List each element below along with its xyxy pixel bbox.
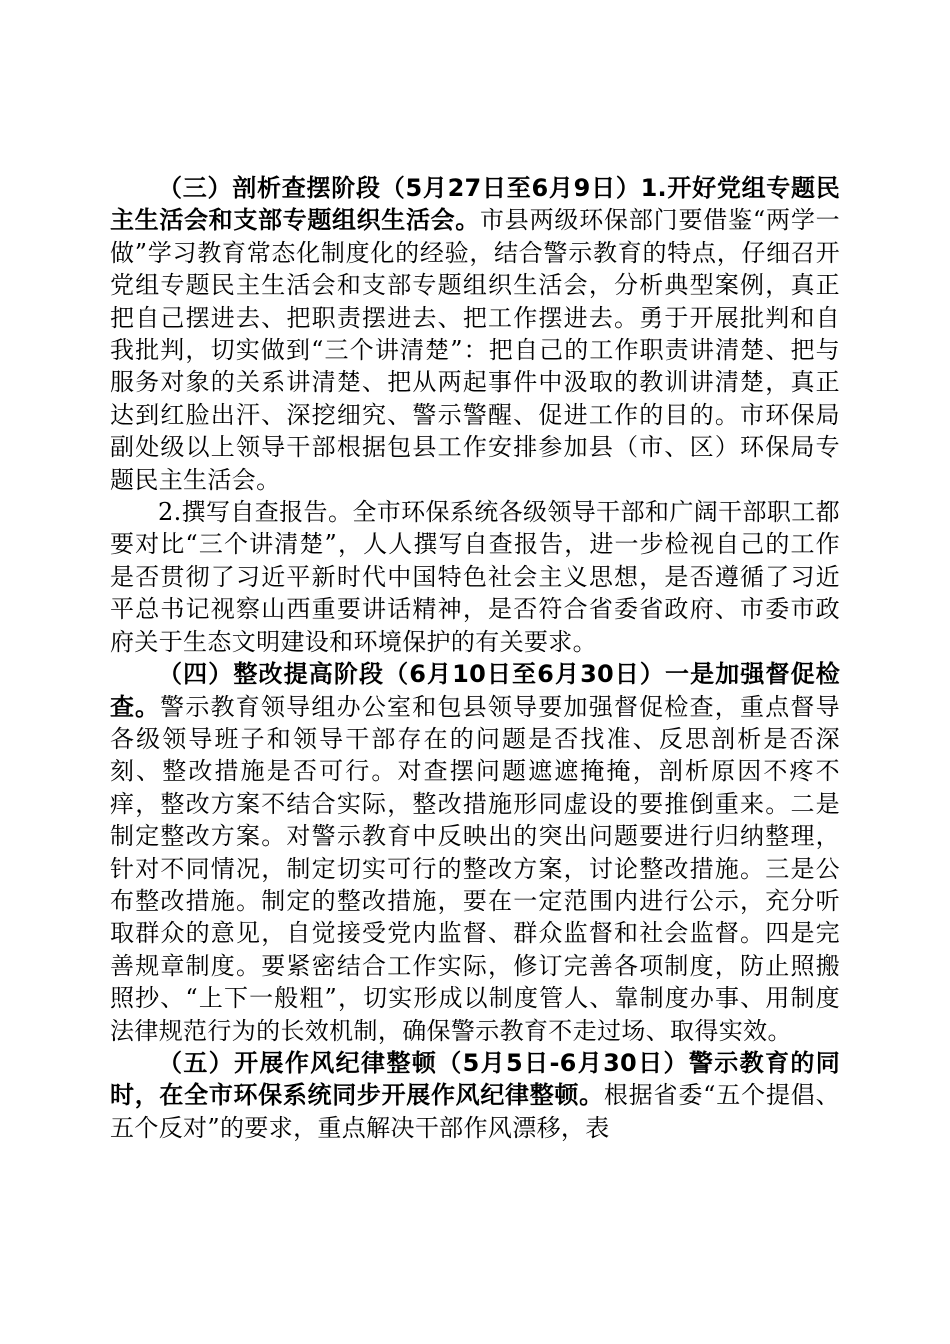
- section-heading-four: （四）整改提高阶段（6月10日至6月30日）一是加强督促检查。: [110, 660, 840, 721]
- paragraph-discipline-rectification: [110, 1047, 840, 1144]
- paragraph-text: 2.撰写自查报告。全市环保系统各级领导干部和广阔干部职工都要对比“三个讲清楚”，人人撰写自查报告，进一步检视自己的工作是否贯彻了习近平新时代中国特色社会主义思想，是否遵循了习近平总书记视察山西重要讲话精神，是否符合省委省政府、市委市政府关于生态文明建设和环境保护的有关要求。: [110, 498, 840, 656]
- paragraph-self-report: [110, 496, 840, 658]
- paragraph-text: 警示教育领导组办公室和包县领导要加强督促检查，重点督导各级领导班子和领导干部存在的问题是否找准、反思剖析是否深刻、整改措施是否可行。对查摆问题遮遮掩掩，剖析原因不疼不痒，整改方案不结合实际，整改措施形同虚设的要推倒重来。二是制定整改方案。对警示教育中反映出的突出问题要进行归纳整理，针对不同情况，制定切实可行的整改方案，讨论整改措施。三是公布整改措施。制定的整改措施，要在一定范围内进行公示，充分听取群众的意见，自觉接受党内监督、群众监督和社会监督。四是完善规章制度。要紧密结合工作实际，修订完善各项制度，防止照搬照抄、“上下一般粗”，切实形成以制度管人、靠制度办事、用制度法律规范行为的长效机制，确保警示教育不走过场、取得实效。: [110, 692, 840, 1045]
- paragraph-text: 根据省委“五个提倡、五个反对”的要求，重点解决干部作风漂移，表: [110, 1081, 840, 1142]
- document-page: [110, 172, 840, 1144]
- paragraph-rectification-stage: [110, 658, 840, 1047]
- paragraph-analysis-stage: [110, 172, 840, 496]
- section-heading-three: （三）剖析查摆阶段（5月27日至6月9日）1.开好党组专题民主生活会和支部专题组织生活会。: [110, 174, 840, 235]
- paragraph-text: 市县两级环保部门要借鉴“两学一做”学习教育常态化制度化的经验，结合警示教育的特点，仔细召开党组专题民主生活会和支部专题组织生活会，分析典型案例，真正把自己摆进去、把职责摆进去、把工作摆进去。勇于开展批判和自我批判，切实做到“三个讲清楚”：把自己的工作职责讲清楚、把与服务对象的关系讲清楚、把从两起事件中汲取的教训讲清楚，真正达到红脸出汗、深挖细究、警示警醒、促进工作的目的。市环保局副处级以上领导干部根据包县工作安排参加县（市、区）环保局专题民主生活会。: [110, 206, 840, 494]
- section-heading-five: （五）开展作风纪律整顿（5月5日-6月30日）警示教育的同时，在全市环保系统同步开展作风纪律整顿。: [110, 1048, 840, 1110]
